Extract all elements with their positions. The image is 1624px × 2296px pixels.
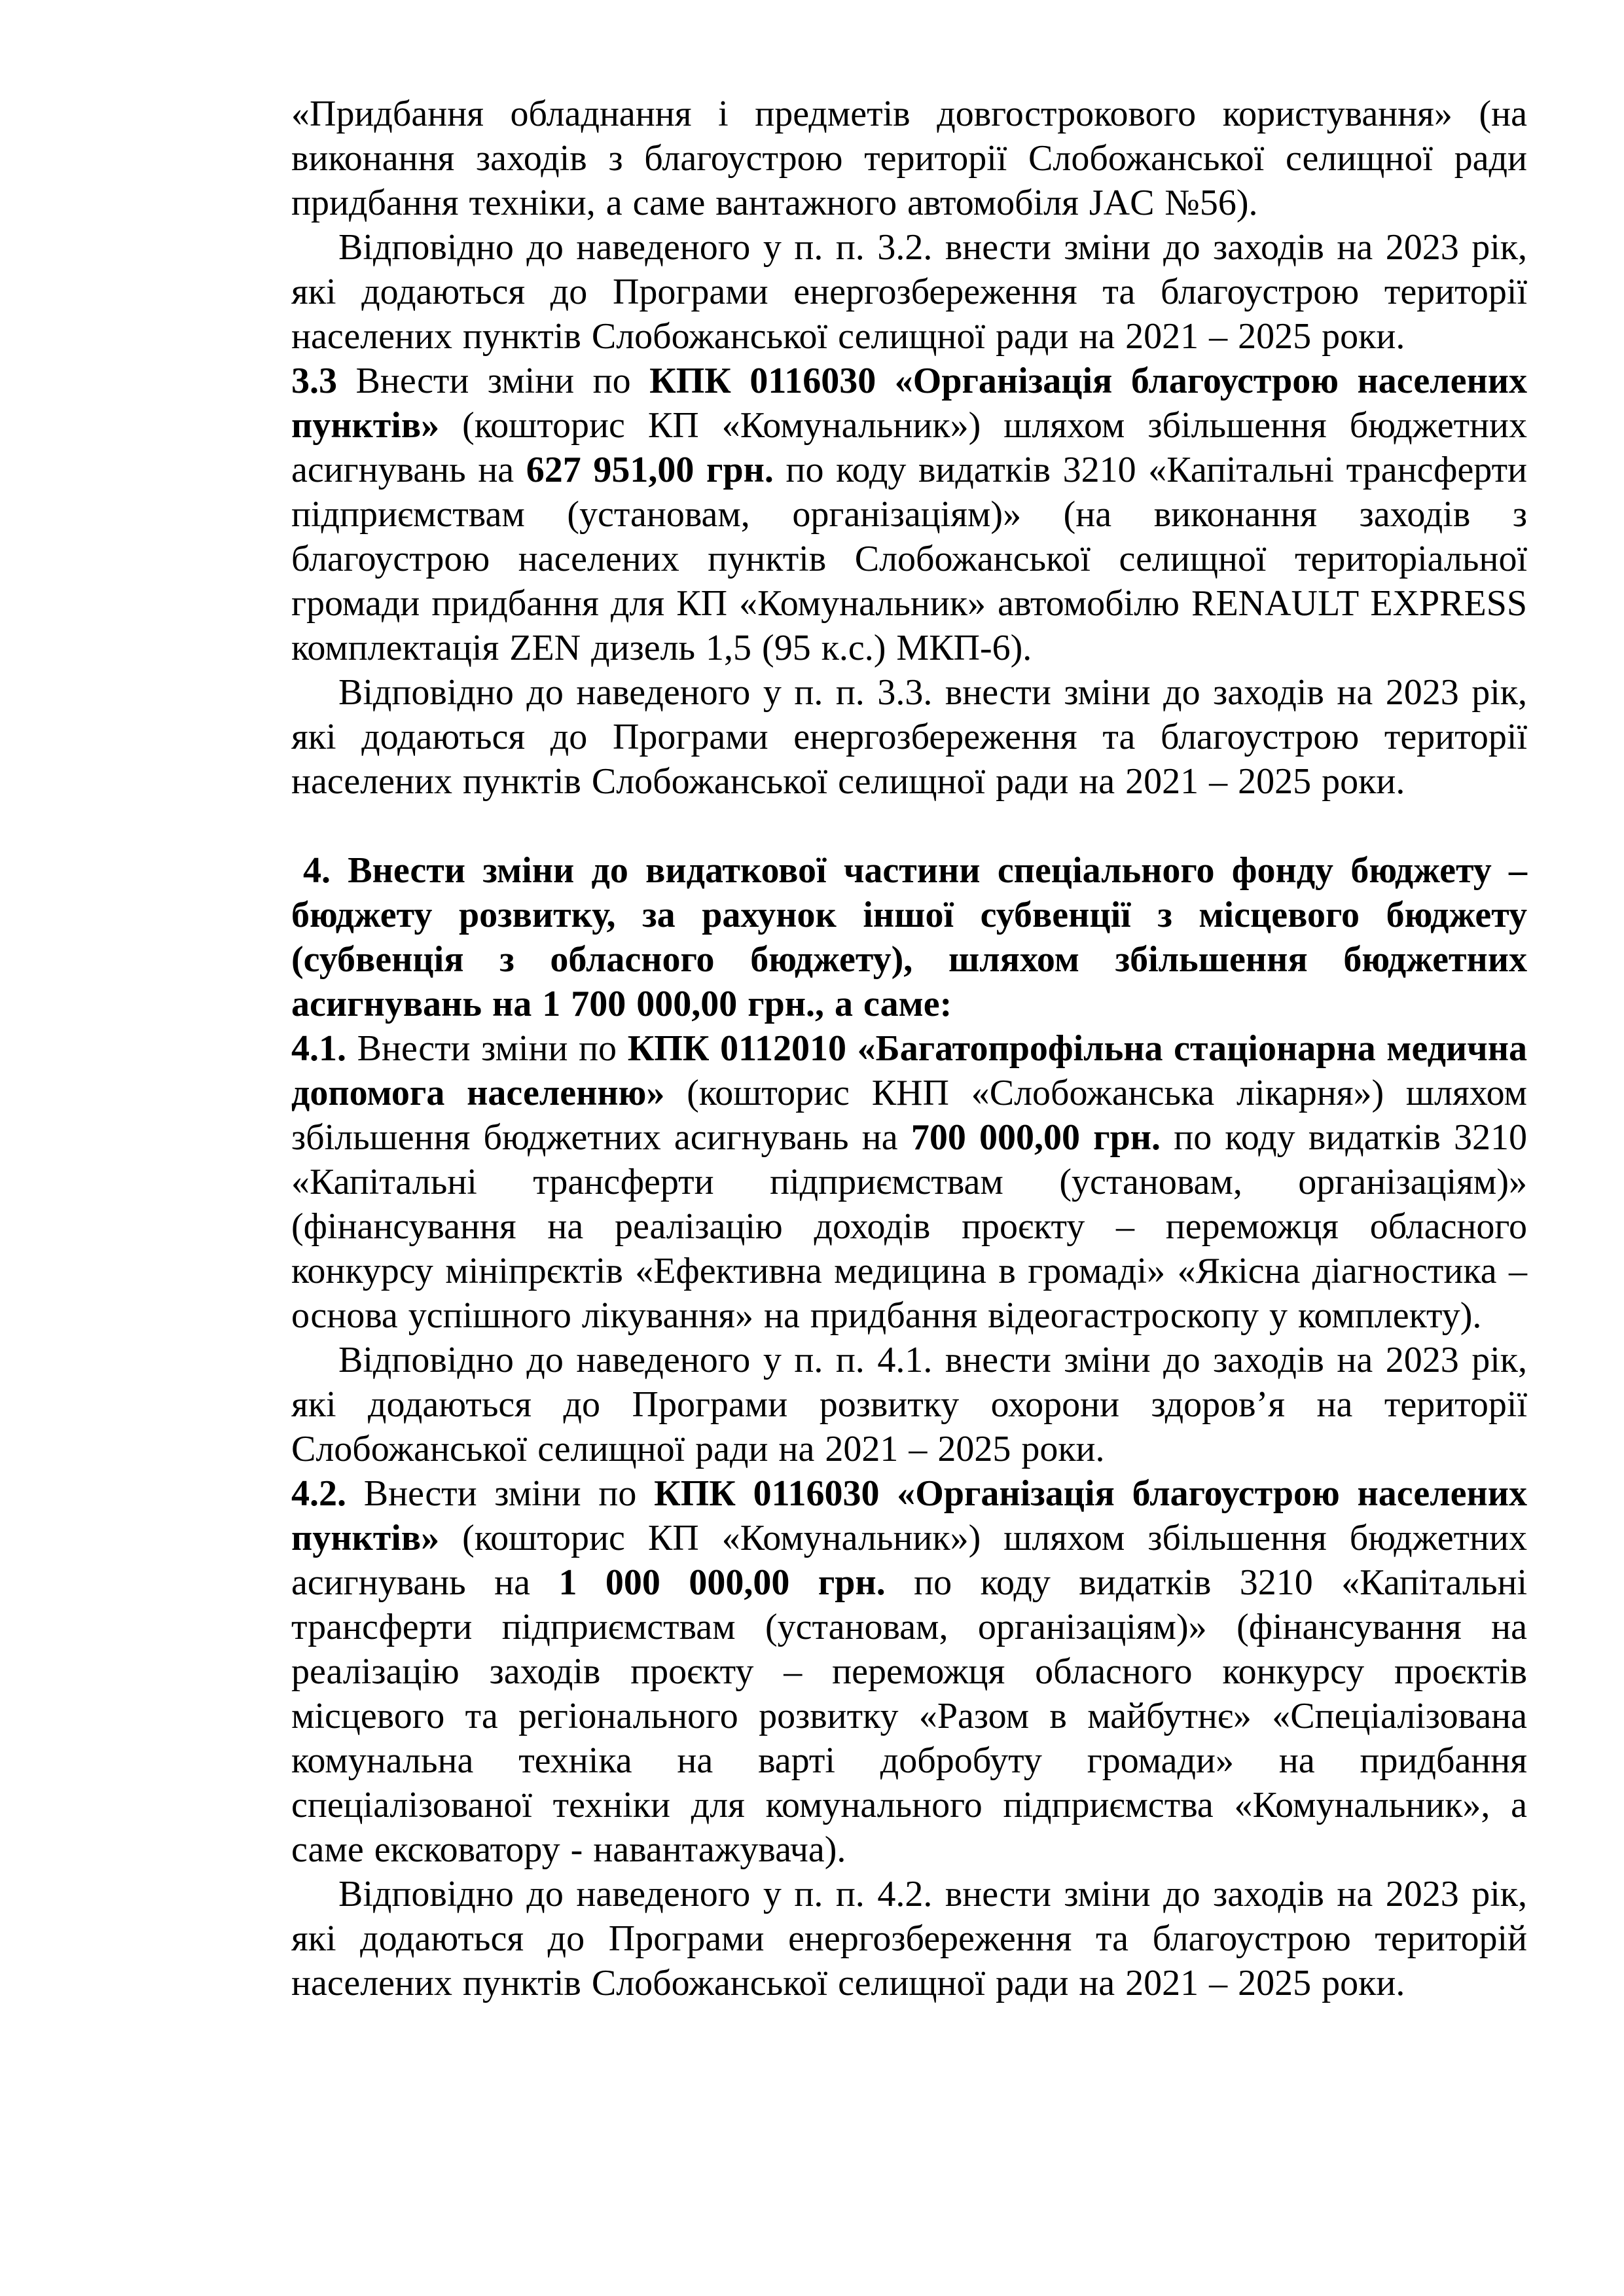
- kpk-code-title: КПК 0116030 «Організація благоустрою населених пунктів»: [291, 1473, 1527, 1558]
- text-run: (кошторис КНП «Слобожанська лікарня») шляхом збільшення бюджетних асигнувань на: [291, 1073, 1527, 1158]
- amount-value: 1 000 000,00 грн.: [558, 1562, 886, 1603]
- paragraph-note-3-3: [291, 670, 1527, 804]
- text-run: Відповідно до наведеного у п. п. 3.3. внести зміни до заходів на 2023 рік, які додаються до Програми енергозбереження та благоустрою території населених пунктів Слобожанської селищної ради на 2021 – 2025 роки.: [291, 672, 1527, 802]
- paragraph-section-4: [291, 848, 1527, 1026]
- text-run: Внести зміни по: [355, 361, 650, 401]
- document-content: [291, 92, 1527, 2005]
- amount-value: 700 000,00 грн.: [911, 1117, 1161, 1158]
- section-number: 3.3: [291, 361, 356, 401]
- paragraph-note-4-1: [291, 1338, 1527, 1471]
- text-run: по коду видатків 3210 «Капітальні трансферти підприємствам (установам, організаціям)» (на виконання заходів з благоустрою населених пунктів Слобожанської селищної територіальної громади придбання для КП «Комунальник» автомобілю RENAULT EXPRESS комплектація ZEN дизель 1,5 (95 к.с.) МКП-6).: [291, 450, 1528, 668]
- kpk-code-title: КПК 0116030 «Організація благоустрою населених пунктів»: [291, 361, 1527, 446]
- text-run: по коду видатків 3210 «Капітальні трансферти підприємствам (установам, організаціям)» (фінансування на реалізацію доходів проєкту – переможця обласного конкурсу мініпрєктів «Ефективна медицина в громаді» «Якісна діагностика – основа успішного лікування» на придбання відеогастроскопу у комплекту).: [291, 1117, 1528, 1336]
- text-run: (кошторис КП «Комунальник») шляхом збільшення бюджетних асигнувань на: [291, 1518, 1527, 1603]
- text-run: по коду видатків 3210 «Капітальні трансферти підприємствам (установам, організаціям)» (фінансування на реалізацію заходів проєкту – переможця обласного конкурсу проєктів місцевого та регіонального розвитку «Разом в майбутнє» «Спеціалізована комунальна техніка на варті добробуту громади» на придбання спеціалізованої техніки для комунального підприємства «Комунальник», а саме ексковатору - навантажувача).: [291, 1562, 1528, 1870]
- kpk-code-title: КПК 0112010 «Багатопрофільна стаціонарна медична допомога населенню»: [291, 1028, 1528, 1113]
- text-run-bold: 4. Внести зміни до видаткової частини спеціального фонду бюджету – бюджету розвитку, за рахунок іншої субвенції з місцевого бюджету (субвенція з обласного бюджету), шляхом збільшення бюджетних асигнувань на 1 700 000,00 грн., а саме:: [291, 850, 1527, 1024]
- paragraph-note-3-2: [291, 225, 1527, 359]
- text-run: Відповідно до наведеного у п. п. 3.2. внести зміни до заходів на 2023 рік, які додаються до Програми енергозбереження та благоустрою території населених пунктів Слобожанської селищної ради на 2021 – 2025 роки.: [291, 227, 1527, 357]
- text-run: Внести зміни по: [363, 1473, 655, 1514]
- amount-value: 627 951,00 грн.: [526, 450, 774, 490]
- paragraph-section-4-1: [291, 1026, 1527, 1338]
- paragraph-note-4-2: [291, 1872, 1527, 2005]
- text-run: Внести зміни по: [357, 1028, 628, 1069]
- text-run: «Придбання обладнання і предметів довгострокового користування» (на виконання заходів з благоустрою території Слобожанської селищної ради придбання техніки, а саме вантажного автомобіля JAC №56).: [291, 94, 1527, 223]
- paragraph-continuation: [291, 92, 1527, 225]
- text-run: (кошторис КП «Комунальник») шляхом збільшення бюджетних асигнувань на: [291, 405, 1527, 490]
- paragraph-section-3-3: [291, 359, 1527, 670]
- text-run: Відповідно до наведеного у п. п. 4.1. внести зміни до заходів на 2023 рік, які додаються до Програми розвитку охорони здоров’я на території Слобожанської селищної ради на 2021 – 2025 роки.: [291, 1340, 1527, 1469]
- section-number: 4.1.: [291, 1028, 357, 1069]
- paragraph-section-4-2: [291, 1471, 1527, 1872]
- section-number: 4.2.: [291, 1473, 364, 1514]
- text-run: Відповідно до наведеного у п. п. 4.2. внести зміни до заходів на 2023 рік, які додаються до Програми енергозбереження та благоустрою територій населених пунктів Слобожанської селищної ради на 2021 – 2025 роки.: [291, 1874, 1527, 2003]
